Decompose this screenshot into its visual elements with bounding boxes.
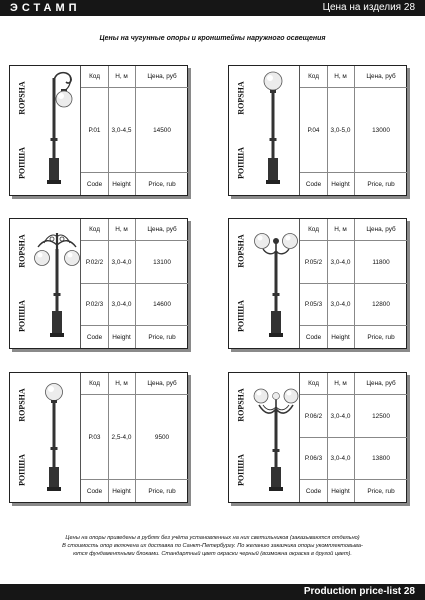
brand-cyrillic: РОПША	[236, 454, 246, 486]
table-row: Р.06/2 3,0-4,0 12500	[300, 395, 408, 438]
brand-latin: ROPSHA	[236, 234, 246, 268]
table-row: Р.02/2 3,0-4,0 13100	[81, 241, 189, 284]
footnote-line: Цены на опоры приведены в рублях без учёта установленных на них светильников (заказываются отдельно)	[65, 535, 360, 541]
product-card-p03	[9, 372, 188, 503]
table-row: Р.05/2 3,0-4,0 11800	[300, 241, 408, 284]
brand-cyrillic: РОПША	[236, 147, 246, 179]
table-footer-row: Code Height Price, rub	[305, 333, 395, 341]
product-card-p01	[9, 65, 188, 196]
brand-latin: ROPSHA	[17, 81, 27, 115]
footnote-line: В стоимость опор включена их доставка по Санкт-Петербургу. По желанию заказчика опоры укомплектовыва-	[62, 543, 363, 549]
double-scroll-arm-pole-icon	[34, 221, 80, 347]
table-header-row: Код Н, м Цена, руб	[300, 66, 408, 88]
price-footnote	[6, 534, 419, 558]
footer-title: Production price-list 28	[303, 586, 415, 597]
brand-latin: ROPSHA	[236, 388, 246, 422]
brand-cyrillic: РОПША	[17, 454, 27, 486]
table-row: Р.04 3,0-5,0 13000	[300, 88, 408, 173]
single-globe-pole-icon	[34, 375, 80, 501]
product-card-p04	[228, 65, 407, 196]
brand-cyrillic: РОПША	[236, 300, 246, 332]
product-card-p02	[9, 218, 188, 349]
table-header-row: Код Н, м Цена, руб	[81, 66, 189, 88]
brand-latin: ROPSHA	[236, 81, 246, 115]
price-table-p01	[80, 66, 188, 195]
table-footer-row: Code Height Price, rub	[86, 180, 176, 188]
table-row: Р.05/3 3,0-4,0 12800	[300, 284, 408, 326]
header-title: Цена на изделия 28	[322, 2, 415, 13]
header-bar	[0, 0, 425, 16]
product-card-p05	[228, 218, 407, 349]
single-globe-pole-icon	[253, 68, 299, 194]
footer-bar	[0, 584, 425, 600]
footnote-line: ются фундаментными блоками. Стандартный цвет окраски черный (возможна окраска в другой цвет).	[73, 551, 352, 557]
table-header-row: Код Н, м Цена, руб	[81, 219, 189, 241]
table-footer-row: Code Height Price, rub	[86, 487, 176, 495]
page-subtitle: Цены на чугунные опоры и кронштейны наружного освещения	[99, 35, 326, 42]
table-header-row: Код Н, м Цена, руб	[300, 373, 408, 395]
brand-cyrillic: РОПША	[17, 300, 27, 332]
table-row: Р.06/3 3,0-4,0 13800	[300, 438, 408, 480]
estamp-logo: ЭСТАМП	[10, 2, 81, 14]
double-globe-bracket-pole-icon	[253, 375, 299, 501]
table-footer-row: Code Height Price, rub	[86, 333, 176, 341]
brand-latin: ROPSHA	[17, 234, 27, 268]
double-globe-pole-icon	[253, 221, 299, 347]
price-table-p06	[299, 373, 407, 502]
brand-latin: ROPSHA	[17, 388, 27, 422]
table-footer-row: Code Height Price, rub	[305, 180, 395, 188]
single-curved-arm-pole-icon	[34, 68, 80, 194]
product-card-p06	[228, 372, 407, 503]
table-footer-row: Code Height Price, rub	[305, 487, 395, 495]
price-table-p03	[80, 373, 188, 502]
price-table-p05	[299, 219, 407, 348]
table-row: Р.01 3,0-4,5 14500	[81, 88, 189, 173]
price-table-p04	[299, 66, 407, 195]
table-header-row: Код Н, м Цена, руб	[81, 373, 189, 395]
table-row: Р.02/3 3,0-4,0 14600	[81, 284, 189, 326]
table-row: Р.03 2,5-4,0 9500	[81, 395, 189, 480]
price-table-p02	[80, 219, 188, 348]
brand-cyrillic: РОПША	[17, 147, 27, 179]
table-header-row: Код Н, м Цена, руб	[300, 219, 408, 241]
